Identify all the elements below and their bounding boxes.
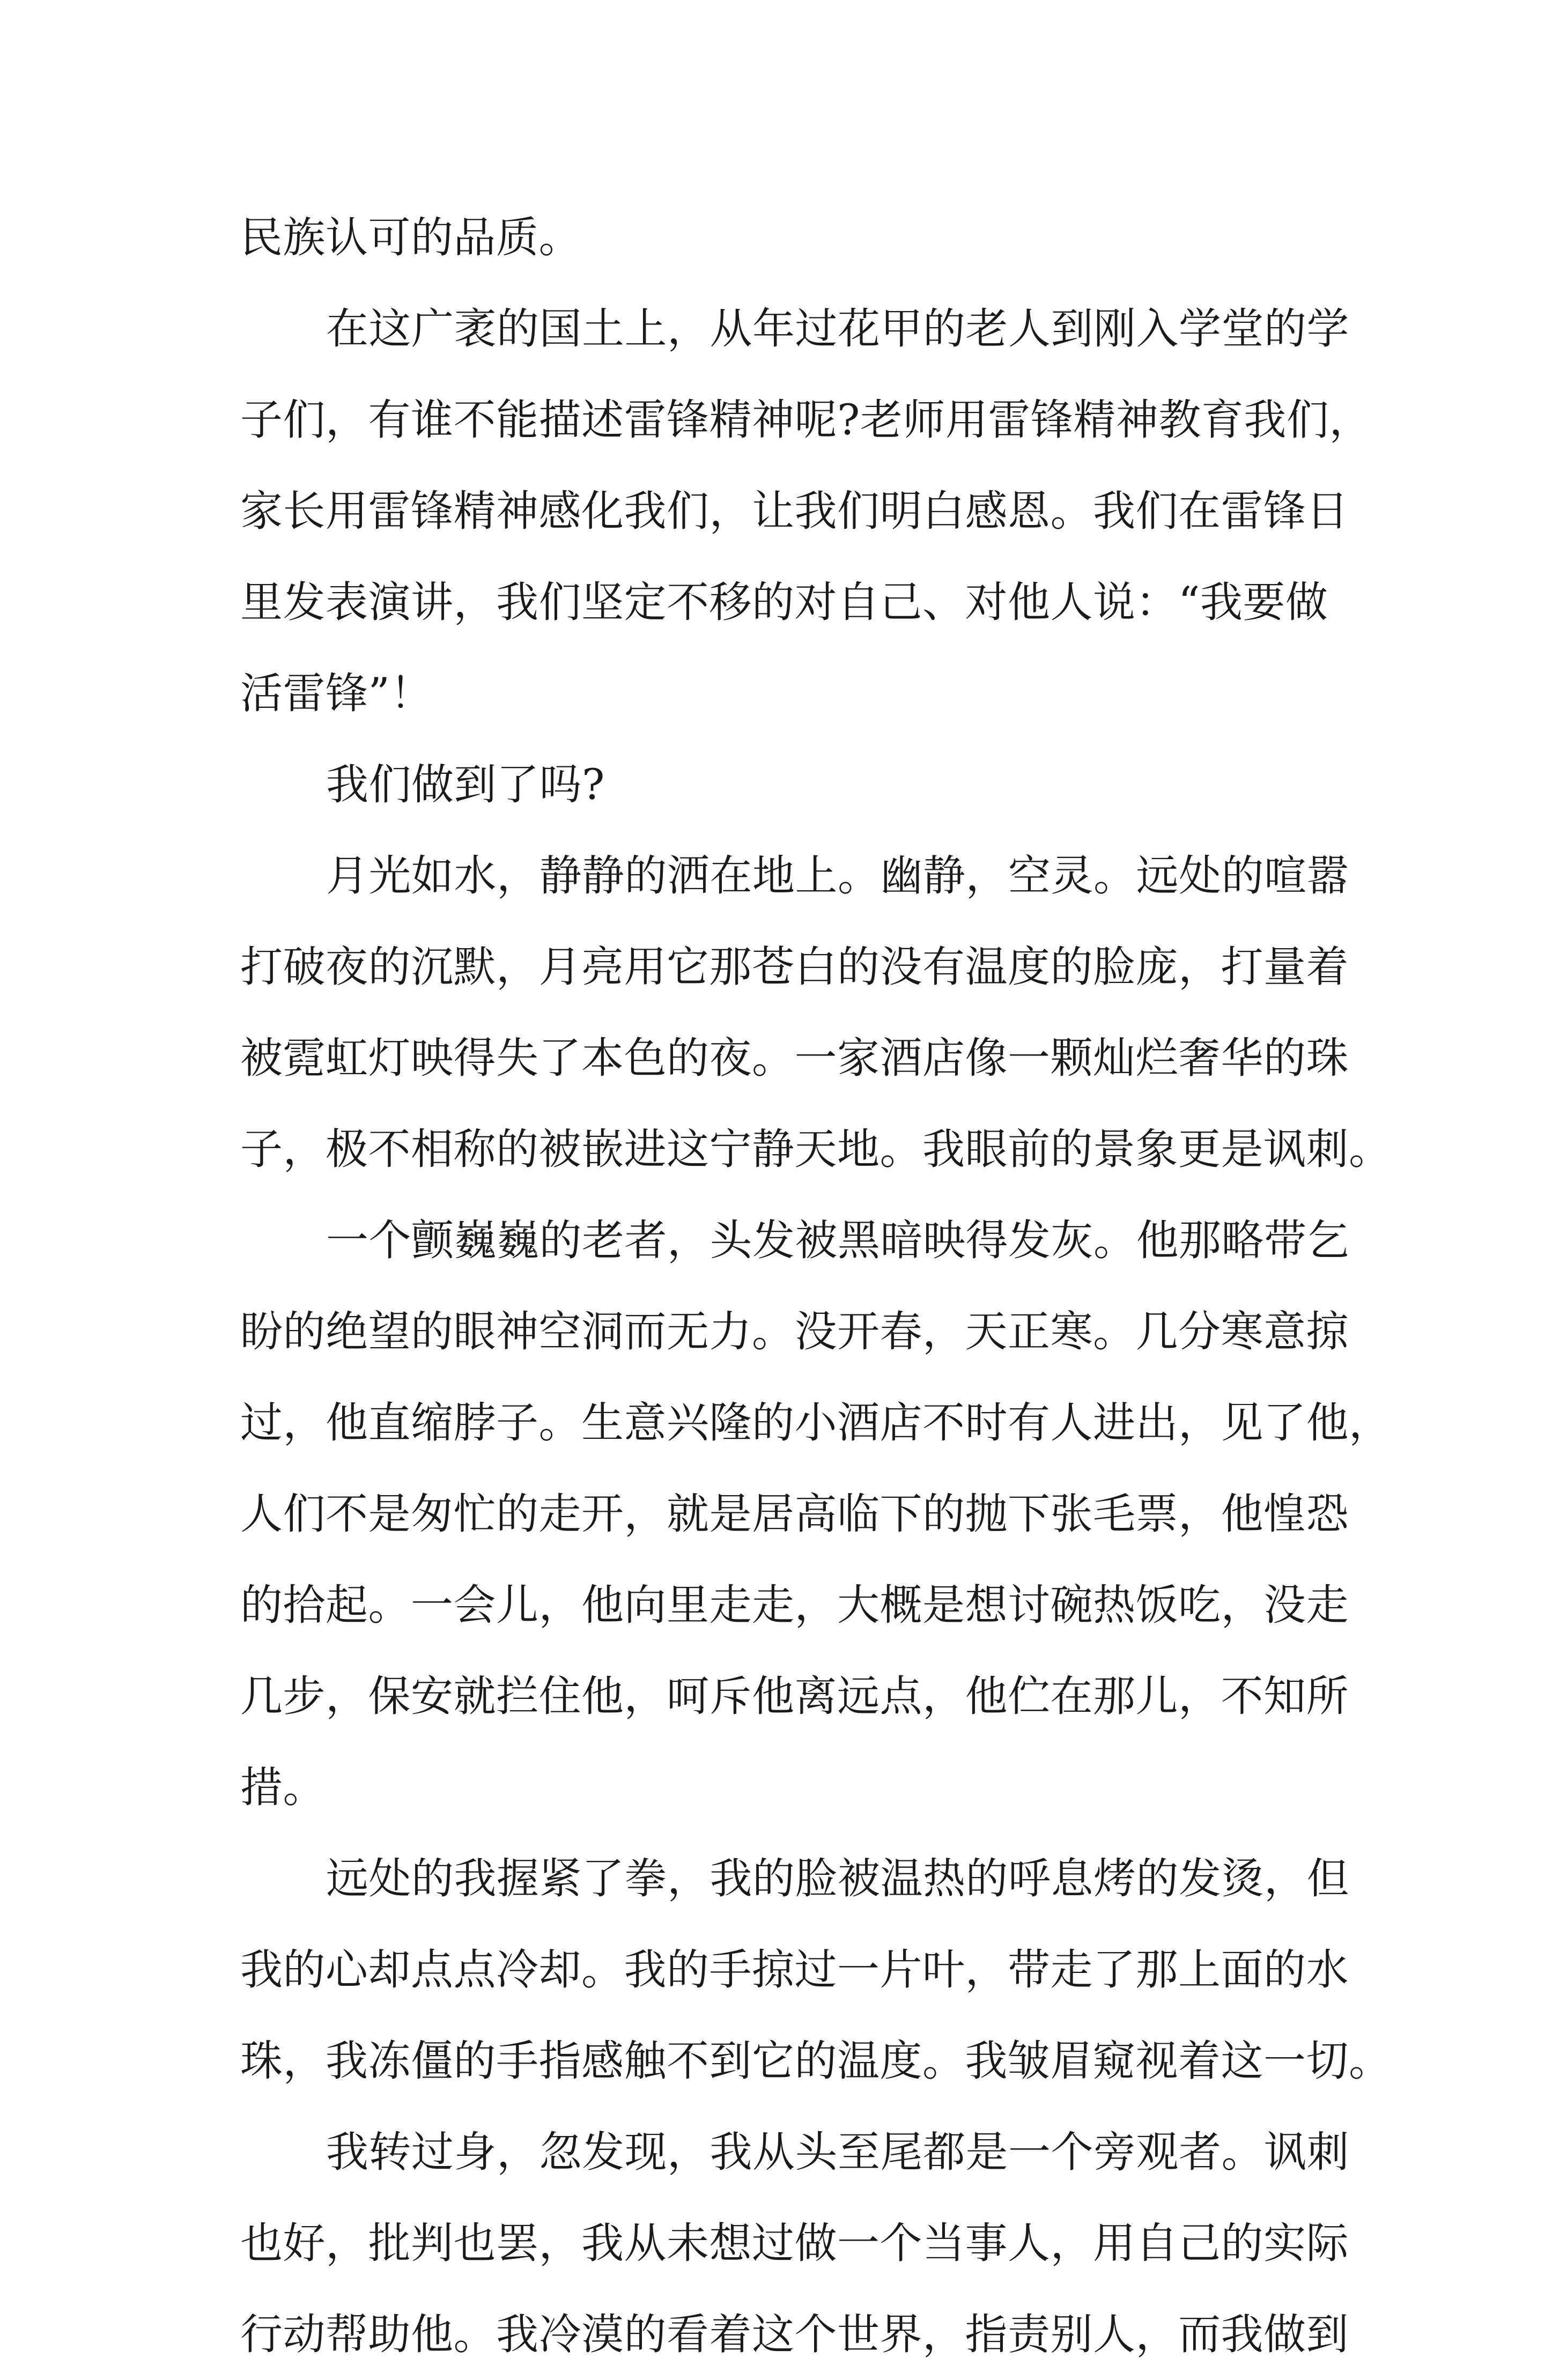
text-line: 里发表演讲，我们坚定不移的对自己、对他人说：“我要做 xyxy=(240,578,1328,627)
text-line: 一个颤巍巍的老者，头发被黑暗映得发灰。他那略带乞 xyxy=(326,1216,1349,1265)
text-line: 几步，保安就拦住他，呵斥他离远点，他伫在那儿，不知所 xyxy=(240,1672,1349,1721)
text-line: 我的心却点点冷却。我的手掠过一片叶，带走了那上面的水 xyxy=(240,1945,1349,1994)
text-line: 远处的我握紧了拳，我的脸被温热的呼息烤的发烫，但 xyxy=(326,1854,1349,1903)
text-line: 措。 xyxy=(240,1763,326,1812)
text-line: 家长用雷锋精神感化我们，让我们明白感恩。我们在雷锋日 xyxy=(240,486,1349,536)
text-line: 我转过身，忽发现，我从头至尾都是一个旁观者。讽刺 xyxy=(326,2127,1349,2177)
text-line: 子，极不相称的被嵌进这宁静天地。我眼前的景象更是讽刺。 xyxy=(240,1125,1392,1174)
text-line: 我们做到了吗? xyxy=(326,760,605,809)
text-line: 也好，批判也罢，我从未想过做一个当事人，用自己的实际 xyxy=(240,2219,1349,2268)
text-line: 被霓虹灯映得失了本色的夜。一家酒店像一颗灿烂奢华的珠 xyxy=(240,1033,1349,1083)
text-line: 子们，有谁不能描述雷锋精神呢?老师用雷锋精神教育我们， xyxy=(240,395,1372,445)
text-line: 的拾起。一会儿，他向里走走，大概是想讨碗热饭吃，没走 xyxy=(240,1580,1349,1630)
essay-body xyxy=(240,192,1392,2380)
text-line: 盼的绝望的眼神空洞而无力。没开春，天正寒。几分寒意掠 xyxy=(240,1307,1349,1356)
text-line: 月光如水，静静的洒在地上。幽静，空灵。远处的喧嚣 xyxy=(326,851,1349,900)
text-line: 过，他直缩脖子。生意兴隆的小酒店不时有人进出，见了他， xyxy=(240,1398,1392,1447)
text-line: 民族认可的品质。 xyxy=(240,213,581,262)
text-line: 行动帮助他。我冷漠的看着这个世界，指责别人，而我做到 xyxy=(240,2310,1349,2359)
text-line: 打破夜的沉默，月亮用它那苍白的没有温度的脸庞，打量着 xyxy=(240,942,1349,992)
text-line: 珠，我冻僵的手指感触不到它的温度。我皱眉窥视着这一切。 xyxy=(240,2036,1392,2086)
text-line: 人们不是匆忙的走开，就是居高临下的抛下张毛票，他惶恐 xyxy=(240,1489,1349,1539)
text-line: 在这广袤的国土上，从年过花甲的老人到刚入学堂的学 xyxy=(326,304,1349,353)
text-line: 活雷锋”！ xyxy=(240,669,433,718)
